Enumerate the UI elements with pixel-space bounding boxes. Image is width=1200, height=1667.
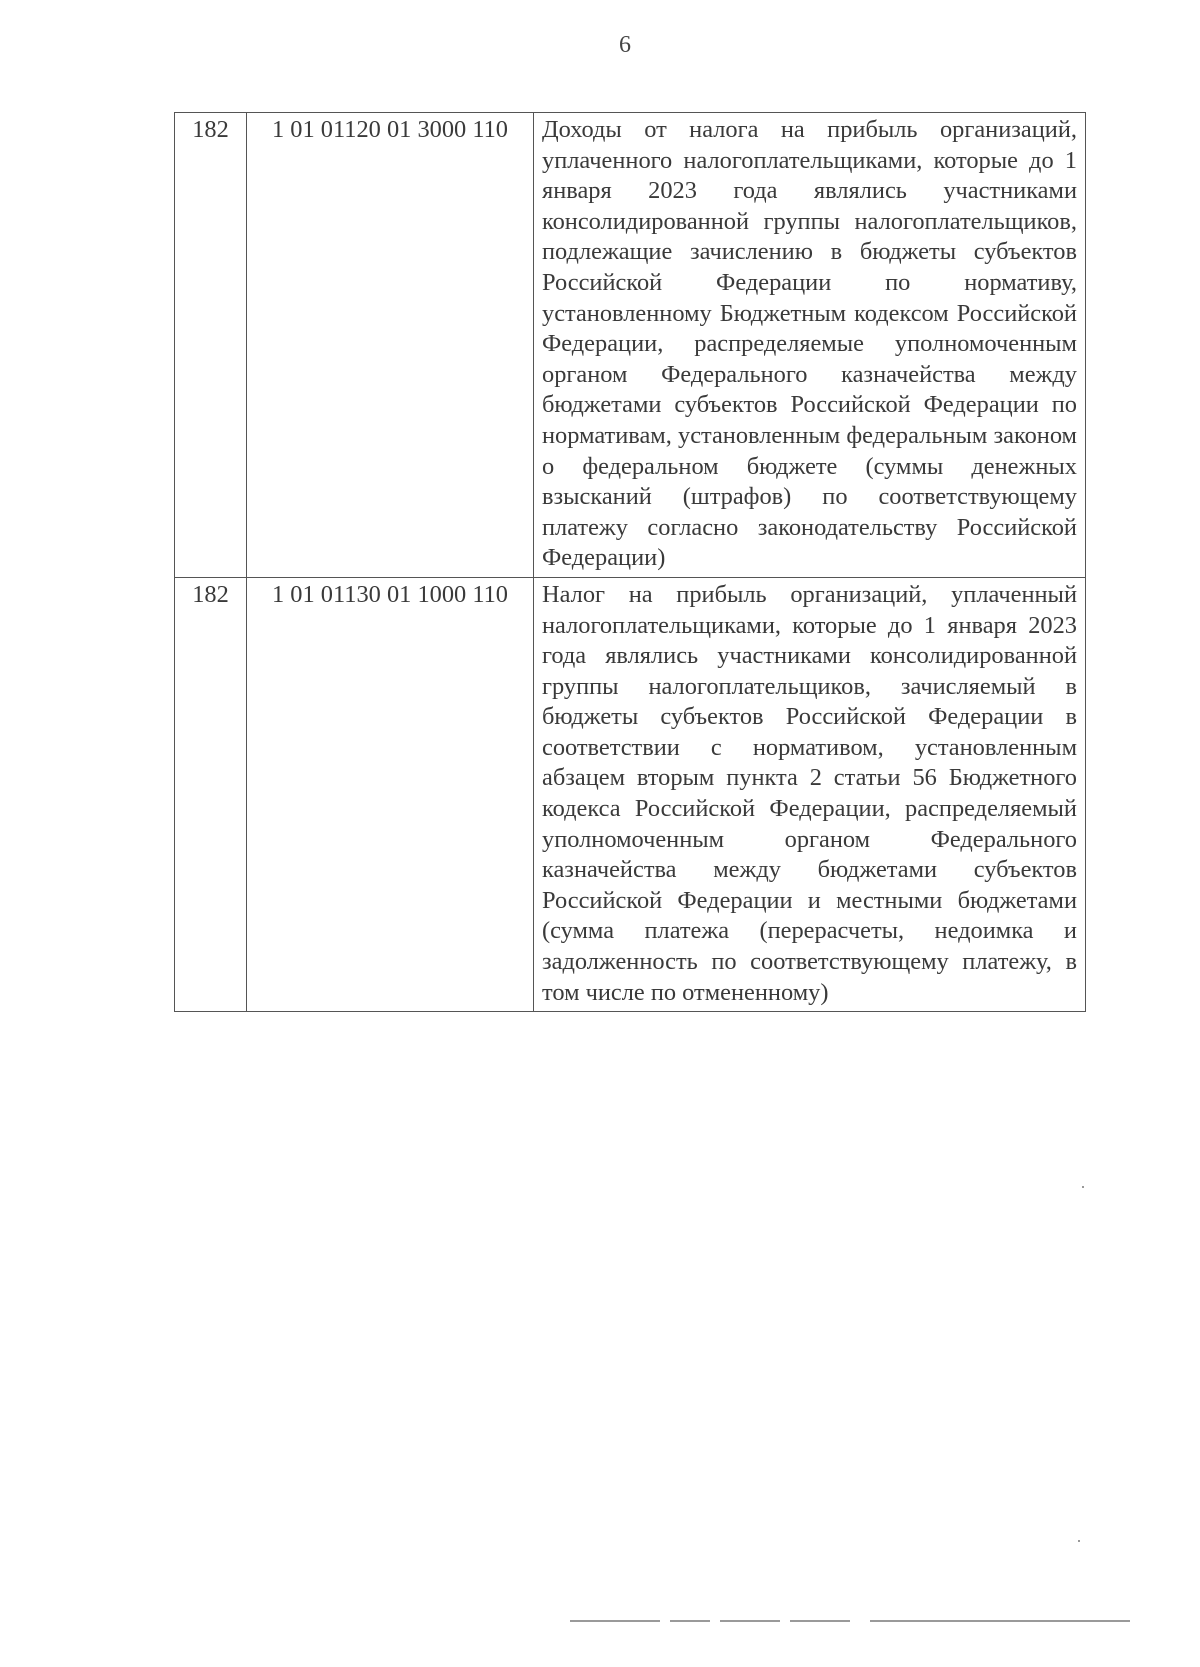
scan-artifact-line xyxy=(570,1620,660,1622)
scan-artifact-dot xyxy=(1082,1186,1084,1188)
revenue-name-cell: Налог на прибыль организаций, уплаченный налогоплательщиками, которые до 1 января 2023 года являлись участниками консолидированной группы налогоплательщиков, зачисляемый в бюджеты субъектов Российской Федерации в соответствии с нормативом, установленным абзацем вторым пункта 2 статьи 56 Бюджетного кодекса Российской Федерации, распределяемый уполномоченным органом Федерального казначейства между бюджетами субъектов Российской Федерации и местными бюджетами (сумма платежа (перерасчеты, недоимка и задолженность по соответствующему платежу, в том числе по отмененному) xyxy=(534,577,1086,1011)
scan-artifact-line xyxy=(790,1620,850,1622)
table-row xyxy=(175,577,1086,1011)
admin-code-cell: 182 xyxy=(175,113,247,578)
admin-code-cell: 182 xyxy=(175,577,247,1011)
scan-artifact-dot xyxy=(1078,1540,1080,1542)
page-number: 6 xyxy=(619,32,631,58)
revenue-name-cell: Доходы от налога на прибыль организаций, уплаченного налогоплательщиками, которые до 1 января 2023 года являлись участниками консолидированной группы налогоплательщиков, подлежащие зачислению в бюджеты субъектов Российской Федерации по нормативу, установленному Бюджетным кодексом Российской Федерации, распределяемые уполномоченным органом Федерального казначейства между бюджетами субъектов Российской Федерации по нормативам, установленным федеральным законом о федеральном бюджете (суммы денежных взысканий (штрафов) по соответствующему платежу согласно законодательству Российской Федерации) xyxy=(534,113,1086,578)
scan-artifact-line xyxy=(720,1620,780,1622)
scan-artifact-line xyxy=(870,1620,1130,1622)
budget-codes-table xyxy=(174,112,1086,1012)
table-row xyxy=(175,113,1086,578)
budget-code-cell: 1 01 01130 01 1000 110 xyxy=(247,577,534,1011)
budget-code-cell: 1 01 01120 01 3000 110 xyxy=(247,113,534,578)
scan-artifact-line xyxy=(670,1620,710,1622)
